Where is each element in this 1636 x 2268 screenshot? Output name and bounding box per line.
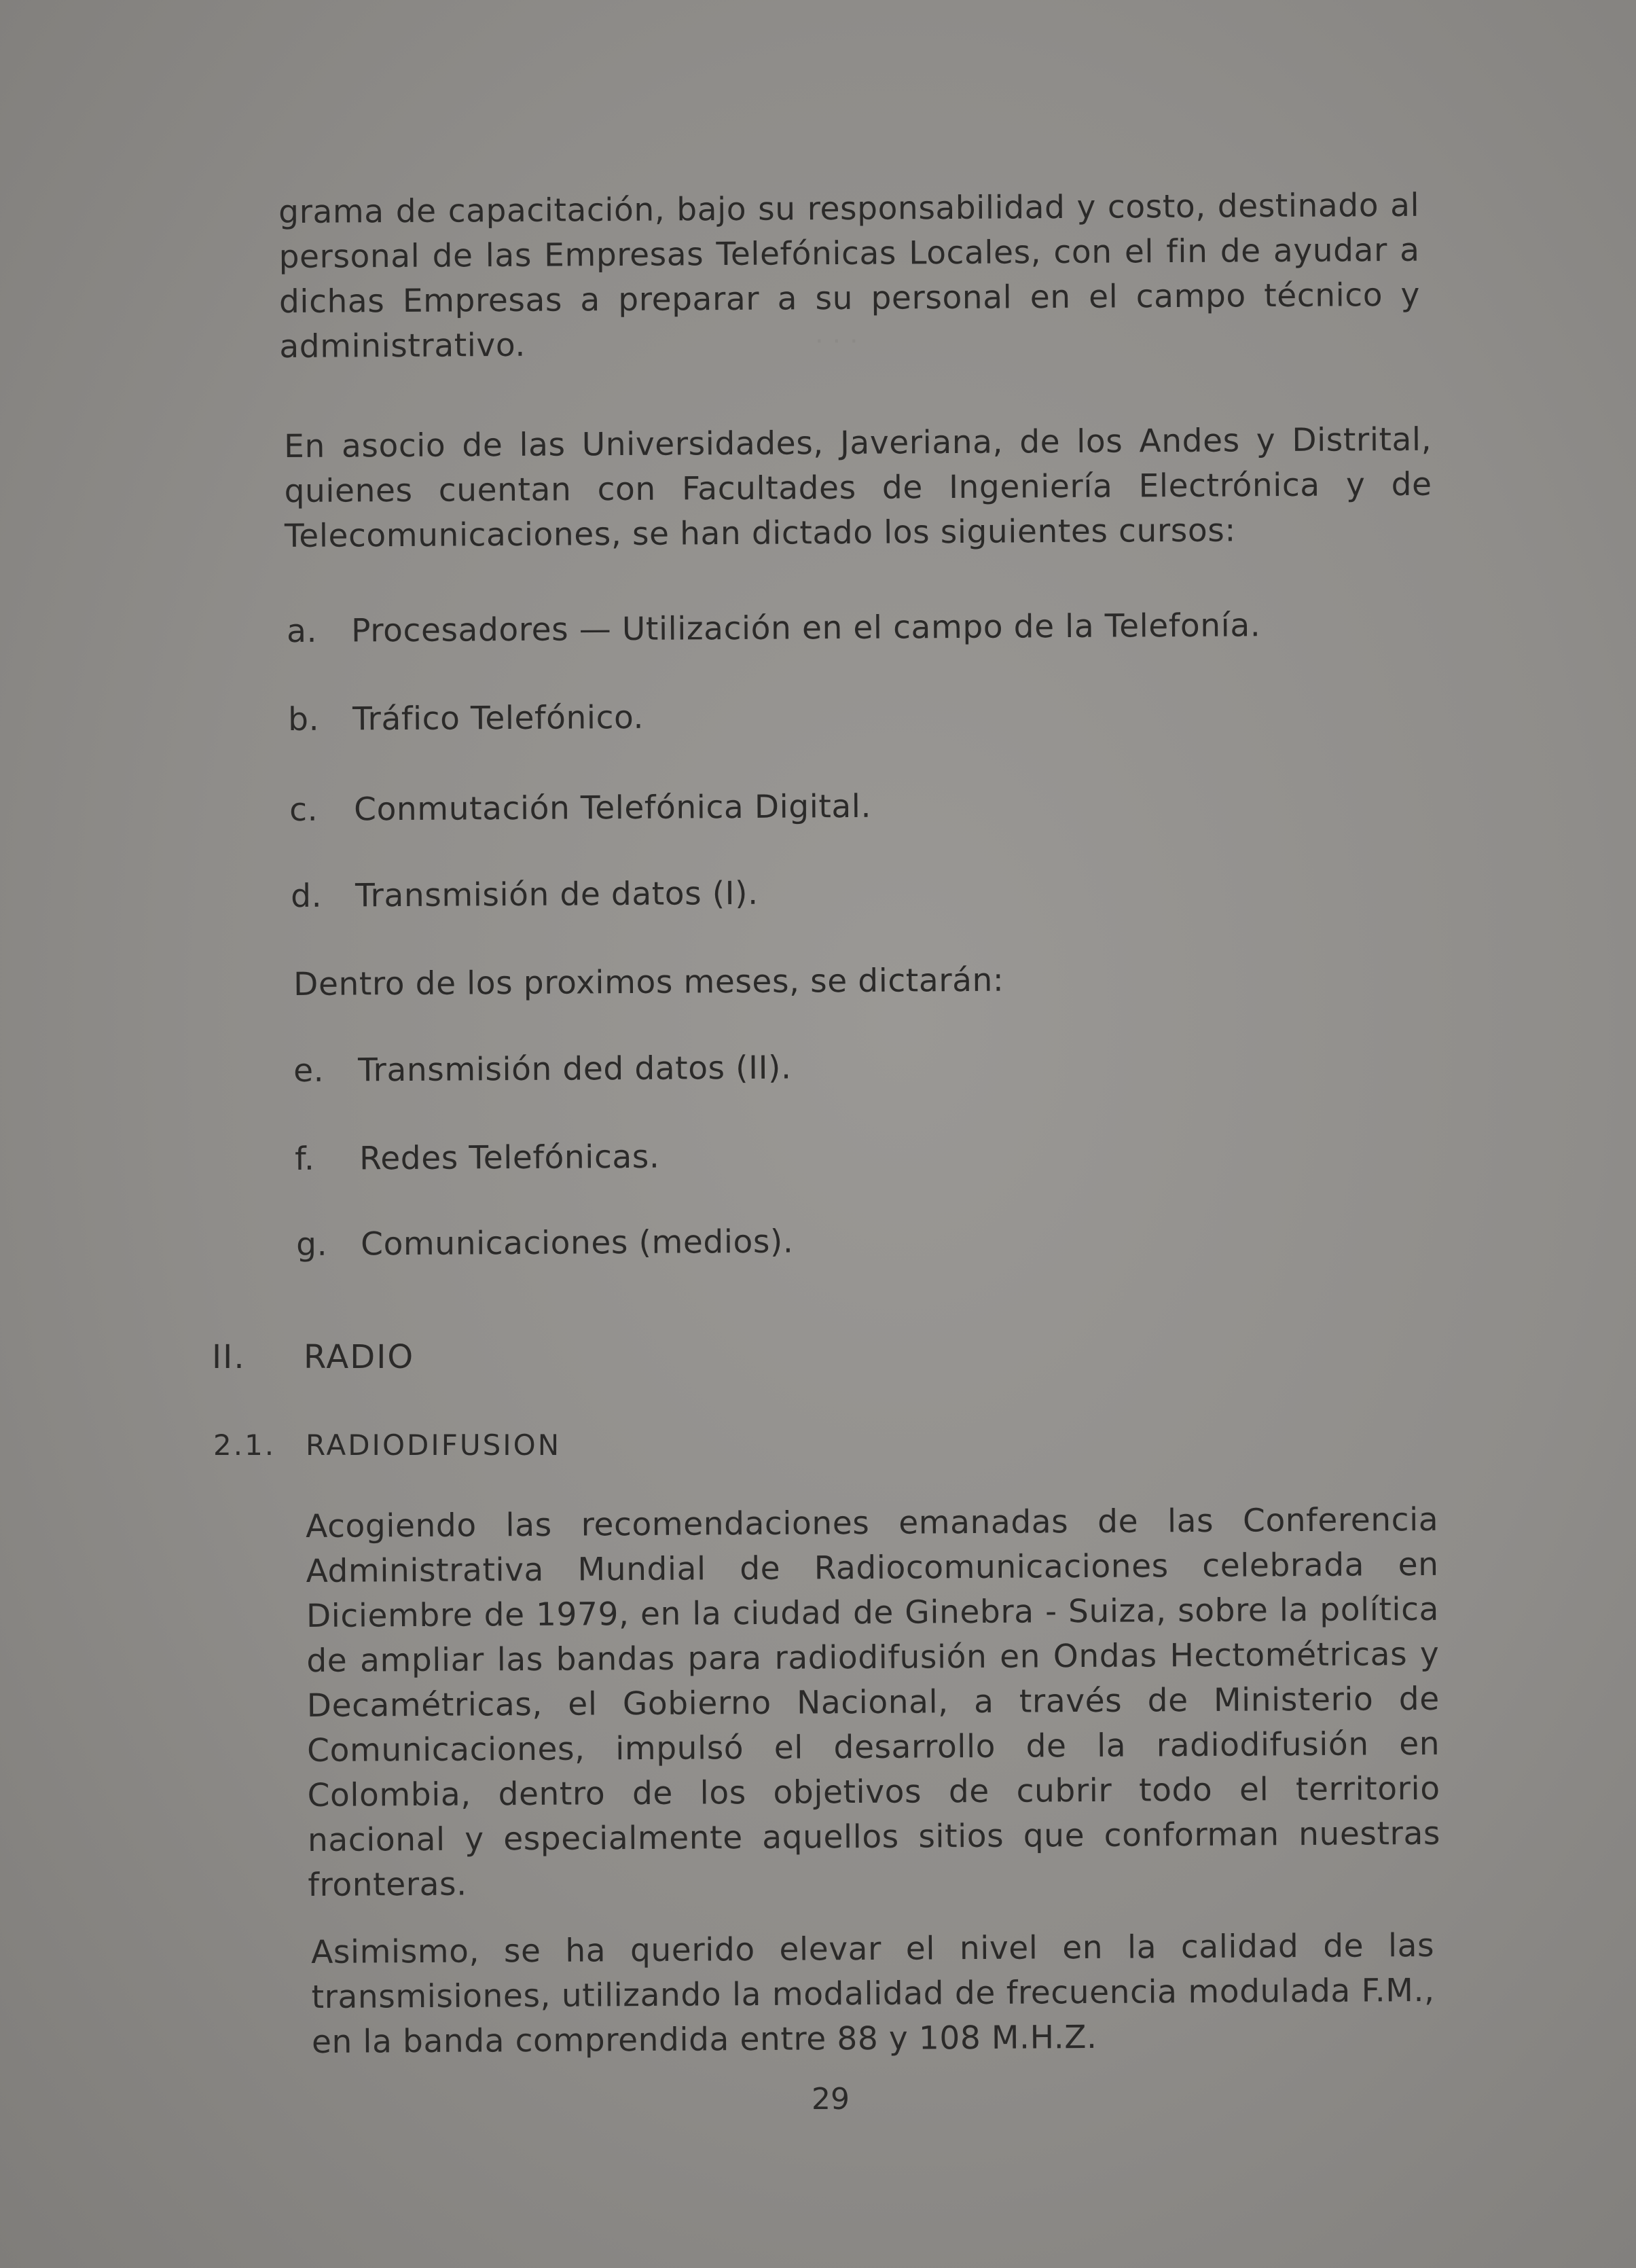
list-item bbox=[291, 874, 759, 917]
section-title: RADIO bbox=[304, 1338, 415, 1376]
section-number: II. bbox=[212, 1338, 246, 1376]
list-item-text: Transmisión ded datos (II). bbox=[358, 1049, 792, 1090]
list-item-letter: b. bbox=[288, 700, 320, 738]
subsection-title: RADIODIFUSION bbox=[306, 1428, 562, 1462]
list-item-letter: c. bbox=[289, 791, 319, 829]
list-item bbox=[293, 1048, 792, 1092]
bleed-through-text: · · · bbox=[815, 326, 858, 357]
page-number: 29 bbox=[812, 2082, 850, 2117]
list-item-letter: g. bbox=[296, 1225, 328, 1263]
paragraph-universities: En asocio de las Universidades, Javeriana, de los Andes y Distrital, quienes cuentan con Facultades de Ingeniería Electrónica y de Telecomunicaciones, se han dictado los siguientes cursos: bbox=[284, 420, 1432, 555]
list-item-text: Conmutación Telefónica Digital. bbox=[354, 787, 872, 829]
list-item-text: Tráfico Telefónico. bbox=[352, 698, 644, 738]
list-item-letter: e. bbox=[293, 1051, 325, 1090]
list-item-text: Comunicaciones (medios). bbox=[361, 1223, 794, 1263]
list-item bbox=[289, 787, 871, 831]
list-item-text: Procesadores — Utilización en el campo de la Telefonía. bbox=[351, 607, 1261, 650]
list-item-text: Transmisión de datos (I). bbox=[355, 874, 759, 915]
list-item bbox=[295, 1137, 660, 1180]
list-item-letter: d. bbox=[291, 877, 323, 915]
list-item bbox=[296, 1222, 794, 1265]
paragraph-upcoming: Dentro de los proximos meses, se dictarán: bbox=[293, 961, 1004, 1003]
section-heading bbox=[212, 1338, 414, 1376]
subsection-heading bbox=[213, 1428, 561, 1462]
paragraph-training-program: grama de capacitación, bajo su responsabilidad y costo, destinado al personal de las Empresas Telefónicas Locales, con el fin de ayudar a dichas Empresas a preparar a su personal en el campo técnico y administrativo. bbox=[278, 186, 1421, 365]
list-item bbox=[288, 698, 644, 740]
list-item-text: Redes Telefónicas. bbox=[359, 1138, 660, 1178]
list-item bbox=[287, 605, 1260, 652]
list-item-letter: a. bbox=[287, 612, 318, 650]
list-item-letter: f. bbox=[295, 1140, 315, 1178]
subsection-number: 2.1. bbox=[213, 1428, 276, 1462]
paragraph-fm-quality: Asimismo, se ha querido elevar el nivel en la calidad de las transmisiones, utilizando la modalidad de frecuencia modulada F.M., en la banda comprendida entre 88 y 108 M.H.Z. bbox=[311, 1926, 1435, 2061]
paragraph-radiodifusion: Acogiendo las recomendaciones emanadas de las Conferencia Administrativa Mundial de Radiocomunicaciones celebrada en Diciembre de 1979, en la ciudad de Ginebra - Suiza, sobre la política de ampliar las bandas para radiodifusión en Ondas Hectométricas y Decamétricas, el Gobierno Nacional, a través de Ministerio de Comunicaciones, impulsó el desarrollo de la radiodifusión en Colombia, dentro de los objetivos de cubrir todo el territorio nacional y especialmente aquellos sitios que conforman nuestras fronteras. bbox=[306, 1500, 1441, 1904]
